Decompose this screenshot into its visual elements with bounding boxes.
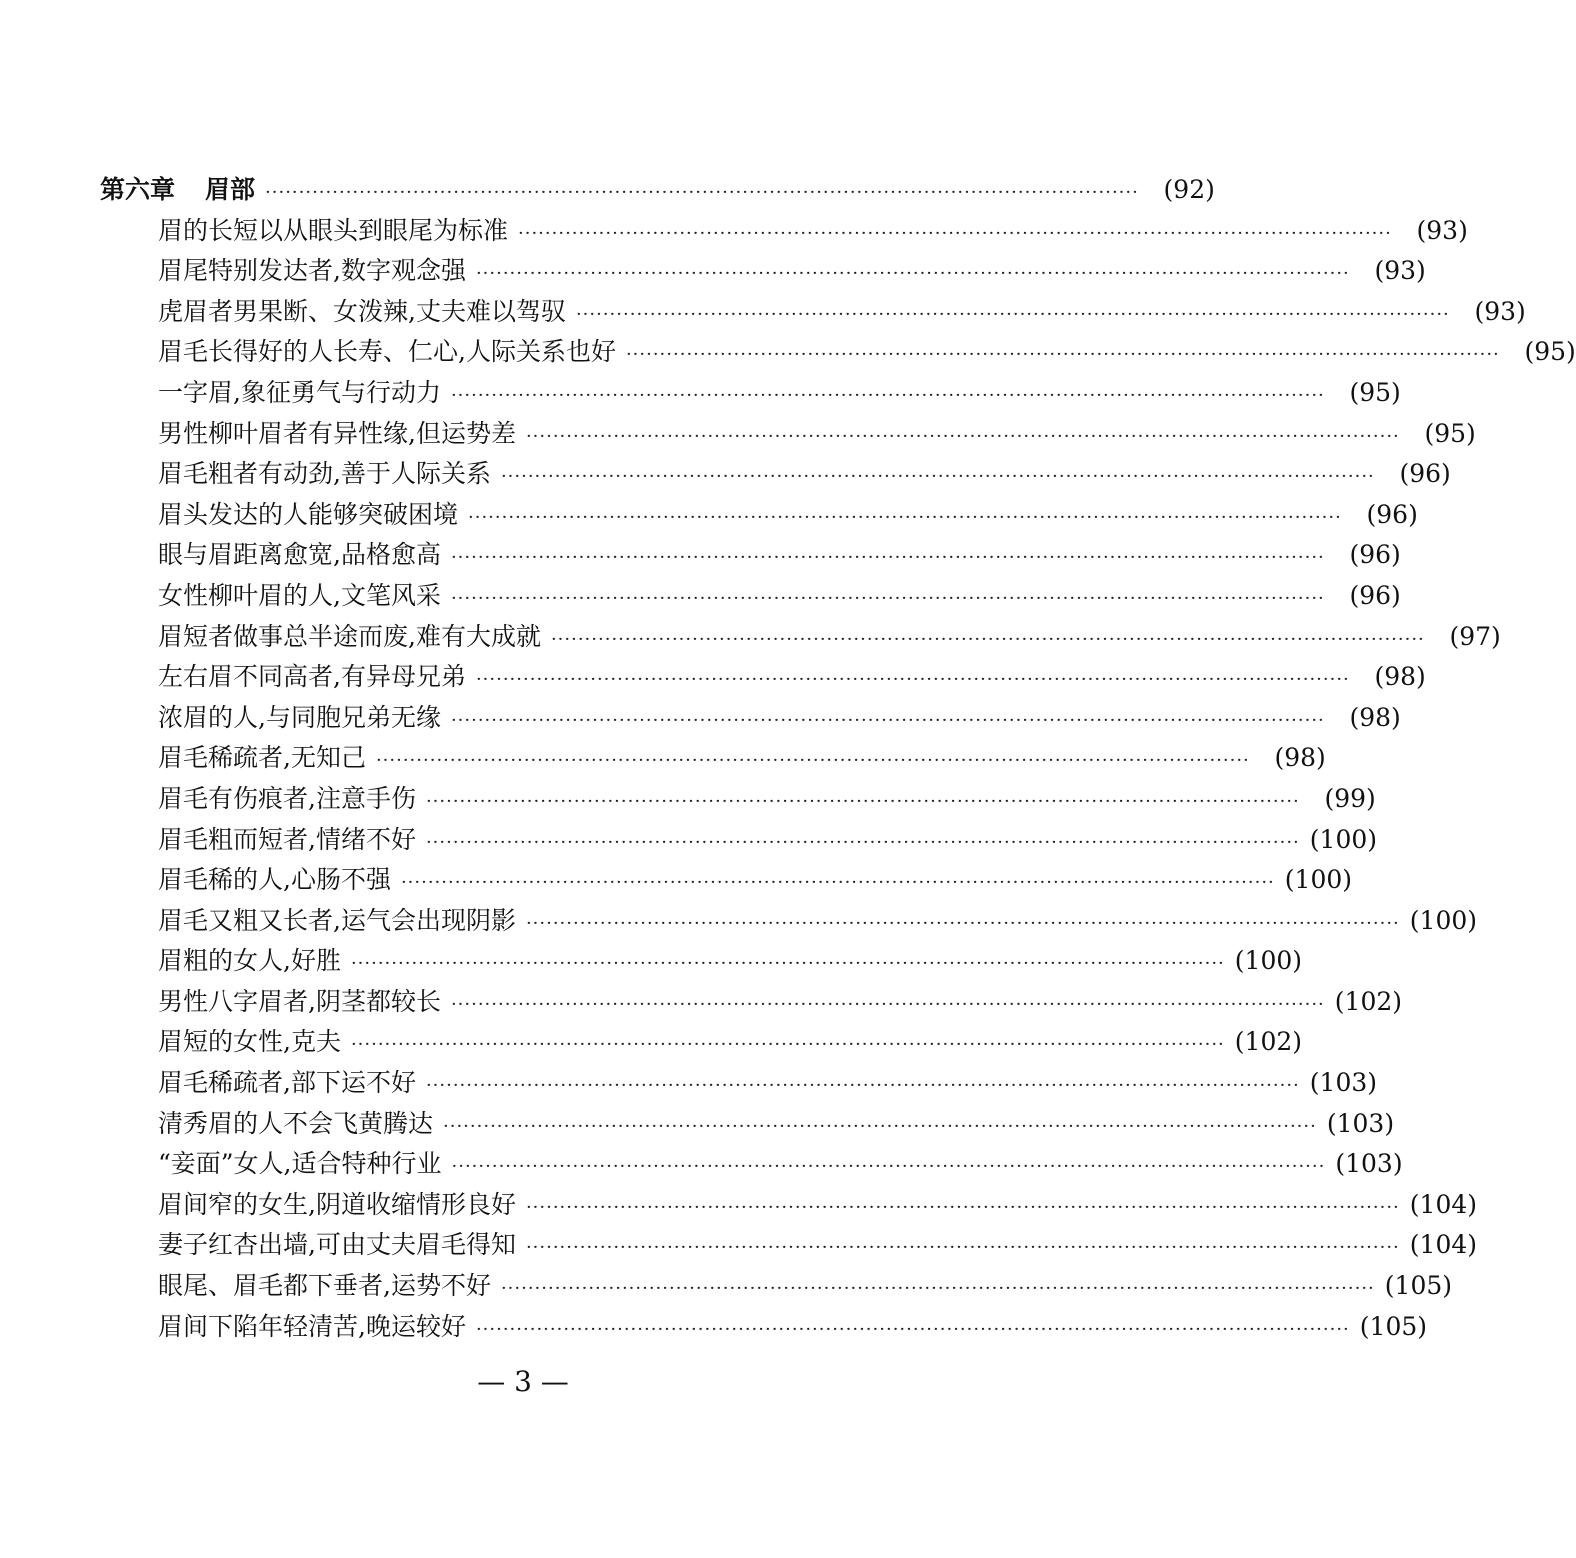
toc-entry-title: 眉毛稀的人,心肠不强: [158, 865, 391, 895]
toc-entry-title: 眉尾特别发达者,数字观念强: [158, 256, 466, 286]
toc-entry-page-number: (95): [1349, 377, 1401, 407]
toc-entry-title: “妾面”女人,适合特种行业: [158, 1149, 442, 1179]
page-number-footer: — 3 —: [477, 1365, 569, 1398]
dot-leader: ··································································································································: [575, 303, 1450, 325]
toc-entry[interactable]: [100, 982, 1403, 1023]
toc-entry[interactable]: [100, 1144, 1403, 1185]
toc-entry-page-number: (100): [1309, 824, 1378, 854]
toc-entry-title: 眼与眉距离愈宽,品格愈高: [158, 540, 441, 570]
dot-leader: ··································································································································: [500, 466, 1375, 488]
toc-entry-title: 男性八字眉者,阴茎都较长: [158, 986, 441, 1016]
chapter-number: 第六章: [100, 175, 176, 204]
toc-entry-title: 眉毛又粗又长者,运气会出现阴影: [158, 905, 516, 935]
dot-leader: ··································································································································: [375, 750, 1250, 772]
dot-leader: ··································································································································: [425, 790, 1300, 812]
dot-leader: ··································································································································: [265, 182, 1139, 203]
toc-entry[interactable]: [100, 1063, 1378, 1104]
toc-entry-page-number: (96): [1349, 580, 1401, 610]
chapter-heading-row[interactable]: [100, 170, 1215, 211]
dot-leader: ··································································································································: [625, 344, 1500, 366]
toc-entry-title: 眉毛稀疏者,部下运不好: [158, 1068, 416, 1098]
toc-entry-title: 眉毛粗而短者,情绪不好: [158, 824, 416, 854]
toc-entry-page-number: (102): [1334, 986, 1403, 1016]
toc-entry[interactable]: [100, 414, 1476, 455]
toc-entry-title: 眉短的女性,克夫: [158, 1027, 341, 1057]
dot-leader: ··································································································································: [443, 1115, 1317, 1137]
toc-entry[interactable]: [100, 1307, 1428, 1348]
chapter-page-number: (92): [1163, 175, 1215, 204]
toc-entry-page-number: (96): [1366, 499, 1418, 529]
toc-entry[interactable]: [100, 860, 1353, 901]
toc-entry[interactable]: [100, 576, 1401, 617]
toc-entry-title: 眉毛有伤痕者,注意手伤: [158, 783, 416, 813]
toc-entry-page-number: (100): [1409, 905, 1478, 935]
dot-leader: ··································································································································: [350, 953, 1225, 975]
toc-entry[interactable]: [100, 211, 1468, 252]
toc-entry-page-number: (105): [1359, 1311, 1428, 1341]
toc-entry-title: 虎眉者男果断、女泼辣,丈夫难以驾驭: [158, 296, 566, 326]
toc-entry-title: 眉毛稀疏者,无知己: [158, 743, 366, 773]
toc-entry-title: 眉粗的女人,好胜: [158, 946, 341, 976]
toc-entry-page-number: (98): [1274, 743, 1326, 773]
dot-leader: ··································································································································: [451, 1156, 1326, 1178]
dot-leader: ··································································································································: [425, 831, 1300, 853]
toc-entry-title: 眉间下陷年轻清苦,晚运较好: [158, 1311, 466, 1341]
toc-entry-page-number: (95): [1524, 337, 1576, 367]
toc-entry[interactable]: [100, 901, 1478, 942]
toc-entry[interactable]: [100, 535, 1401, 576]
toc-entry-page-number: (96): [1349, 540, 1401, 570]
dot-leader: ··································································································································: [350, 1034, 1225, 1056]
dot-leader: ··································································································································: [525, 1196, 1400, 1218]
toc-entry-title: 眉间窄的女生,阴道收缩情形良好: [158, 1189, 516, 1219]
toc-entry-title: 眉的长短以从眼头到眼尾为标准: [158, 215, 509, 245]
toc-entry-page-number: (103): [1309, 1068, 1378, 1098]
toc-entry-title: 清秀眉的人不会飞黄腾达: [158, 1108, 434, 1138]
dot-leader: ··································································································································: [400, 872, 1275, 894]
toc-entry-title: 一字眉,象征勇气与行动力: [158, 377, 441, 407]
dot-leader: ··································································································································: [475, 669, 1350, 691]
toc-entry[interactable]: [100, 779, 1376, 820]
toc-entry-title: 眉头发达的人能够突破困境: [158, 499, 459, 529]
toc-entry[interactable]: [100, 1266, 1453, 1307]
toc-entry-page-number: (99): [1324, 783, 1376, 813]
dot-leader: ··································································································································: [525, 912, 1400, 934]
dot-leader: ··································································································································: [450, 709, 1325, 731]
toc-entry-title: 眉短者做事总半途而废,难有大成就: [158, 621, 541, 651]
toc-entry-page-number: (98): [1374, 662, 1426, 692]
toc-entry-page-number: (103): [1326, 1108, 1395, 1138]
toc-entry[interactable]: [100, 292, 1526, 333]
toc-entry-title: 左右眉不同高者,有异母兄弟: [158, 662, 466, 692]
toc-entry[interactable]: [100, 251, 1426, 292]
toc-entry-page-number: (100): [1234, 946, 1303, 976]
toc-entry-title: 浓眉的人,与同胞兄弟无缘: [158, 702, 441, 732]
toc-entry[interactable]: [100, 820, 1378, 861]
toc-entry-page-number: (93): [1416, 215, 1468, 245]
toc-entry[interactable]: [100, 941, 1303, 982]
dot-leader: ··································································································································: [468, 506, 1342, 528]
toc-entry-title: 眉毛粗者有动劲,善于人际关系: [158, 459, 491, 489]
toc-entry-page-number: (96): [1399, 459, 1451, 489]
toc-entry-page-number: (105): [1384, 1271, 1453, 1301]
dot-leader: ··································································································································: [450, 587, 1325, 609]
toc-entry[interactable]: [100, 495, 1418, 536]
chapter-title: 眉部: [205, 175, 256, 204]
toc-entry[interactable]: [100, 1225, 1478, 1266]
toc-entry-page-number: (93): [1474, 296, 1526, 326]
dot-leader: ··································································································································: [450, 384, 1325, 406]
dot-leader: ··································································································································: [500, 1278, 1375, 1300]
dot-leader: ··································································································································: [425, 1075, 1300, 1097]
table-of-contents: [100, 170, 1576, 1347]
toc-entry-title: 眉毛长得好的人长寿、仁心,人际关系也好: [158, 337, 616, 367]
toc-entry-title: 女性柳叶眉的人,文笔风采: [158, 580, 441, 610]
toc-entry-page-number: (104): [1409, 1230, 1478, 1260]
toc-entry[interactable]: [100, 657, 1426, 698]
dot-leader: ··································································································································: [475, 1318, 1350, 1340]
toc-entry[interactable]: [100, 1104, 1395, 1145]
dot-leader: ··································································································································: [475, 263, 1350, 285]
dot-leader: ··································································································································: [525, 1237, 1400, 1259]
toc-entry-title: 妻子红杏出墙,可由丈夫眉毛得知: [158, 1230, 516, 1260]
toc-entry[interactable]: [100, 373, 1401, 414]
toc-entry[interactable]: [100, 698, 1401, 739]
toc-entry-title: 男性柳叶眉者有异性缘,但运势差: [158, 418, 516, 448]
toc-entry-page-number: (102): [1234, 1027, 1303, 1057]
toc-entry-page-number: (95): [1424, 418, 1476, 448]
toc-entry[interactable]: [100, 332, 1576, 373]
dot-leader: ··································································································································: [518, 222, 1392, 244]
toc-entry[interactable]: [100, 617, 1501, 658]
toc-entry-page-number: (98): [1349, 702, 1401, 732]
toc-entry-page-number: (104): [1409, 1189, 1478, 1219]
dot-leader: ··································································································································: [550, 628, 1425, 650]
toc-entry-page-number: (93): [1374, 256, 1426, 286]
dot-leader: ··································································································································: [450, 547, 1325, 569]
toc-entry-page-number: (97): [1449, 621, 1501, 651]
toc-entry-page-number: (100): [1284, 865, 1353, 895]
dot-leader: ··································································································································: [525, 425, 1400, 447]
toc-entry[interactable]: [100, 738, 1326, 779]
toc-entry[interactable]: [100, 454, 1451, 495]
toc-entry-page-number: (103): [1335, 1149, 1403, 1179]
toc-entry[interactable]: [100, 1185, 1478, 1226]
toc-entry-title: 眼尾、眉毛都下垂者,运势不好: [158, 1271, 491, 1301]
toc-entry[interactable]: [100, 1022, 1303, 1063]
dot-leader: ··································································································································: [450, 993, 1325, 1015]
